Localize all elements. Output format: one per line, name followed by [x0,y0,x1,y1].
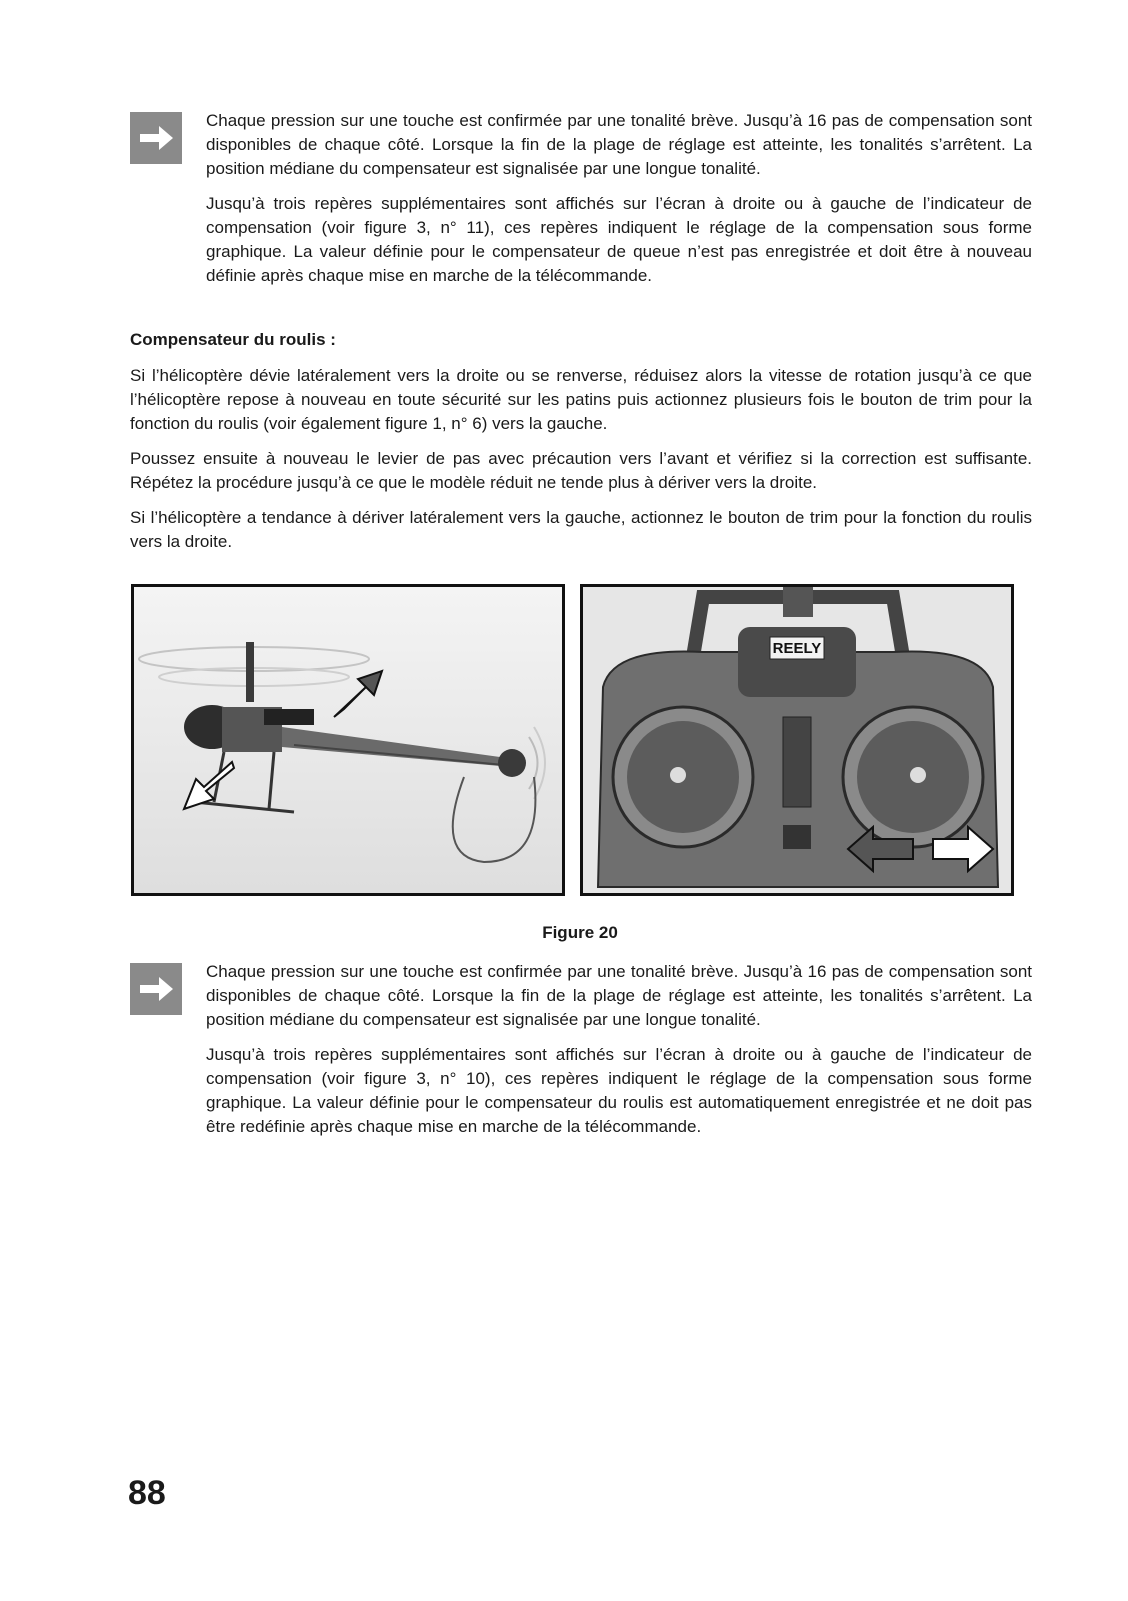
page-number: 88 [128,1474,166,1512]
right-arrow-icon [130,963,182,1015]
figure-helicopter-photo [131,584,565,896]
note-paragraph: Chaque pression sur une touche est confirmée par une tonalité brève. Jusqu’à 16 pas de compensation sont disponibles de chaque côté. Lorsque la fin de la plage de réglage est atteinte, les tonalités s’arrêtent. La position médiane du compensateur est signalisée par une longue tonalité. [206,962,1032,1029]
note-body [206,109,1032,299]
note-paragraph: Jusqu’à trois repères supplémentaires sont affichés sur l’écran à droite ou à gauche de l’indicateur de compensation (voir figure 3, n° 10), ces repères indiquent le réglage de la compensation sous forme graphique. La valeur définie pour le compensateur du roulis est automatiquement enregistrée et ne doit pas être redéfinie après chaque mise en marche de la télécommande. [206,1045,1032,1136]
figure-caption: Figure 20 [542,923,618,942]
section-paragraph: Si l’hélicoptère a tendance à dériver latéralement vers la gauche, actionnez le bouton de trim pour la fonction du roulis vers la droite. [130,508,1032,551]
section-paragraph: Si l’hélicoptère dévie latéralement vers la droite ou se renverse, réduisez alors la vitesse de rotation jusqu’à ce que l’hélicoptère repose à nouveau en toute sécurité sur les patins puis actionnez plusieurs fois le bouton de trim pour la fonction du roulis (voir également figure 1, n° 6) vers la gauche. [130,366,1032,433]
section-roll-trim [130,328,1032,565]
section-heading: Compensateur du roulis : [130,330,336,349]
remote-illustration [583,587,1011,893]
note-body [206,960,1032,1150]
brand-label: REELY [772,640,822,657]
section-paragraph: Poussez ensuite à nouveau le levier de pas avec précaution vers l’avant et vérifiez si la correction est suffisante. Répétez la procédure jusqu’à ce que le modèle réduit ne tende plus à dériver vers la droite. [130,449,1032,492]
helicopter-illustration [134,587,562,893]
figure-remote-photo [580,584,1014,896]
note-paragraph: Jusqu’à trois repères supplémentaires sont affichés sur l’écran à droite ou à gauche de l’indicateur de compensation (voir figure 3, n° 11), ces repères indiquent le réglage de la compensation sous forme graphique. La valeur définie pour le compensateur de queue n’est pas enregistrée et doit être à nouveau définie après chaque mise en marche de la télécommande. [206,194,1032,285]
right-arrow-icon [130,112,182,164]
note-paragraph: Chaque pression sur une touche est confirmée par une tonalité brève. Jusqu’à 16 pas de compensation sont disponibles de chaque côté. Lorsque la fin de la plage de réglage est atteinte, les tonalités s’arrêtent. La position médiane du compensateur est signalisée par une longue tonalité. [206,111,1032,178]
